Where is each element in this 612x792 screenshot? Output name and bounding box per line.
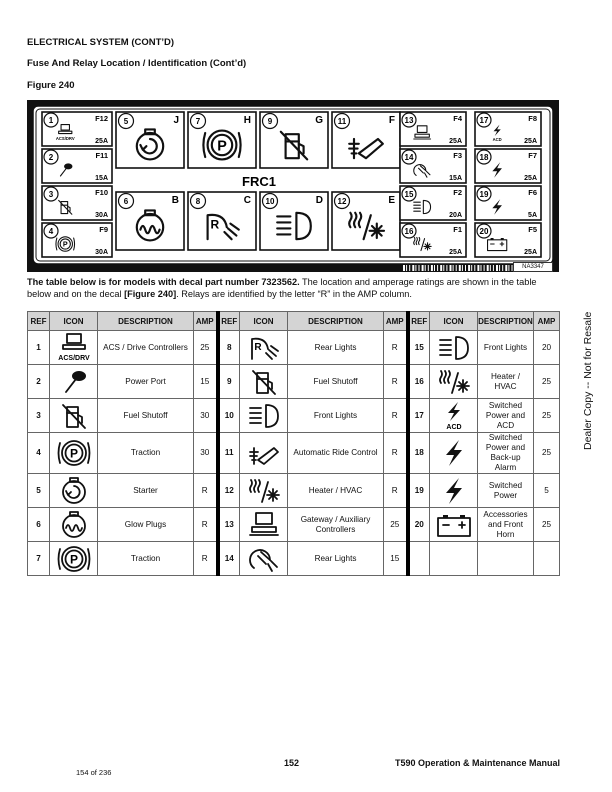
- cell-amp: R: [194, 508, 218, 542]
- cell-amp: 25: [194, 331, 218, 365]
- decal-slot-20: [475, 223, 541, 257]
- svg-text:R: R: [253, 341, 262, 353]
- svg-text:F2: F2: [453, 188, 462, 197]
- svg-text:30A: 30A: [95, 249, 108, 256]
- lightning-icon: [430, 433, 478, 474]
- svg-text:F6: F6: [528, 188, 537, 197]
- cell-ref: 8: [218, 331, 240, 365]
- cell-amp: 5: [534, 474, 560, 508]
- svg-text:P: P: [62, 239, 68, 249]
- cell-ref: 14: [218, 542, 240, 576]
- svg-text:F4: F4: [453, 114, 462, 123]
- cell-ref: 20: [408, 508, 430, 542]
- column-header-description: DESCRIPTION: [478, 312, 534, 331]
- cell-ref: 5: [28, 474, 50, 508]
- svg-text:R: R: [210, 217, 220, 232]
- decal-slot-18: [475, 149, 541, 183]
- decal-slot-4: [42, 223, 112, 257]
- decal-slot-8: [188, 192, 256, 250]
- svg-text:F12: F12: [95, 114, 108, 123]
- column-header-amp: AMP: [194, 312, 218, 331]
- cell-amp: 25: [534, 399, 560, 433]
- table-row: [28, 399, 560, 433]
- cell-amp: 25: [534, 433, 560, 474]
- svg-text:25A: 25A: [524, 249, 537, 256]
- cell-amp: 20: [534, 331, 560, 365]
- svg-text:19: 19: [479, 190, 489, 199]
- lightning-icon: [430, 474, 478, 508]
- cell-desc: Power Port: [98, 365, 194, 399]
- column-header-icon: ICON: [430, 312, 478, 331]
- page-number: 152: [284, 758, 300, 768]
- table-header-row: [28, 312, 560, 331]
- decal-slot-10: [260, 192, 328, 250]
- cell-ref: 10: [218, 399, 240, 433]
- figure-label: Figure 240: [27, 80, 75, 91]
- cell-desc: Front Lights: [478, 331, 534, 365]
- subsection-title: Fuse And Relay Location / Identification (Cont’d): [27, 58, 247, 69]
- svg-text:14: 14: [404, 153, 414, 162]
- cell-desc: Traction: [98, 433, 194, 474]
- cell-ref: 13: [218, 508, 240, 542]
- svg-text:20: 20: [479, 227, 489, 236]
- column-header-icon: ICON: [240, 312, 288, 331]
- cell-amp: 15: [384, 542, 408, 576]
- empty-cell: [534, 542, 560, 576]
- decal-slot-1: [42, 112, 112, 146]
- starter-icon: [50, 474, 98, 508]
- svg-text:F7: F7: [528, 151, 537, 160]
- decal-slot-19: [475, 186, 541, 220]
- svg-text:4: 4: [48, 227, 54, 236]
- empty-cell: [430, 542, 478, 576]
- empty-cell: [408, 542, 430, 576]
- decal-slot-13: [400, 112, 466, 146]
- cell-ref: 2: [28, 365, 50, 399]
- svg-text:F5: F5: [528, 225, 537, 234]
- cell-desc: Front Lights: [288, 399, 384, 433]
- svg-text:1: 1: [48, 116, 54, 125]
- cell-ref: 17: [408, 399, 430, 433]
- cell-ref: 16: [408, 365, 430, 399]
- decal-slot-16: [400, 223, 466, 257]
- cell-amp: 15: [194, 365, 218, 399]
- cell-amp: R: [384, 365, 408, 399]
- svg-text:6: 6: [123, 197, 129, 206]
- cell-ref: 11: [218, 433, 240, 474]
- table-row: [28, 542, 560, 576]
- svg-text:ACD: ACD: [492, 136, 502, 142]
- svg-text:P: P: [217, 138, 227, 155]
- cell-desc: ACS / Drive Controllers: [98, 331, 194, 365]
- cell-amp: 25: [534, 365, 560, 399]
- column-header-description: DESCRIPTION: [288, 312, 384, 331]
- svg-text:P: P: [69, 446, 78, 461]
- cell-ref: 3: [28, 399, 50, 433]
- decal-slot-7: [188, 112, 256, 168]
- svg-text:25A: 25A: [95, 138, 108, 145]
- column-header-ref: REF: [408, 312, 430, 331]
- heater-hvac-icon: [430, 365, 478, 399]
- cell-desc: Traction: [98, 542, 194, 576]
- svg-text:9: 9: [267, 117, 273, 126]
- cell-ref: 1: [28, 331, 50, 365]
- cell-amp: R: [194, 474, 218, 508]
- svg-text:2: 2: [48, 153, 54, 162]
- intro-paragraph: The table below is for models with decal part number 7323562. The location and amperage ratings are shown in the table below and on the decal [Figure 240]. Relays are identified by the letter “R” in the AMP column.: [27, 277, 537, 299]
- manual-title: T590 Operation & Maintenance Manual: [395, 758, 561, 768]
- section-title: ELECTRICAL SYSTEM (CONT’D): [27, 37, 175, 48]
- computer-icon: [240, 508, 288, 542]
- svg-text:F8: F8: [528, 114, 537, 123]
- svg-text:F11: F11: [95, 151, 108, 160]
- cell-desc: Accessories and Front Horn: [478, 508, 534, 542]
- svg-text:15A: 15A: [449, 175, 462, 182]
- svg-text:J: J: [173, 115, 179, 126]
- svg-text:B: B: [171, 195, 179, 206]
- cell-ref: 15: [408, 331, 430, 365]
- svg-text:20A: 20A: [449, 212, 462, 219]
- svg-text:10: 10: [265, 197, 275, 206]
- table-row: [28, 508, 560, 542]
- svg-text:3: 3: [48, 190, 54, 199]
- cell-desc: Gateway / Auxiliary Controllers: [288, 508, 384, 542]
- decal-slot-5: [116, 112, 184, 168]
- decal-slot-9: [260, 112, 328, 168]
- svg-text:C: C: [243, 195, 251, 206]
- cell-desc: Glow Plugs: [98, 508, 194, 542]
- lightning-acd-icon: [430, 399, 478, 433]
- svg-text:ACS/DRV: ACS/DRV: [57, 354, 90, 362]
- page-of: 154 of 236: [76, 768, 112, 777]
- cell-ref: 4: [28, 433, 50, 474]
- svg-text:5A: 5A: [528, 212, 537, 219]
- svg-text:F1: F1: [453, 225, 462, 234]
- table-row: [28, 474, 560, 508]
- svg-text:ACS/DRV: ACS/DRV: [55, 136, 75, 142]
- cell-desc: Switched Power and ACD: [478, 399, 534, 433]
- cell-amp: 30: [194, 399, 218, 433]
- decal-slot-15: [400, 186, 466, 220]
- cell-desc: Rear Lights: [288, 542, 384, 576]
- cell-ref: 7: [28, 542, 50, 576]
- cell-desc: Rear Lights: [288, 331, 384, 365]
- decal-slot-6: [116, 192, 184, 250]
- svg-text:F: F: [388, 115, 395, 126]
- cell-amp: R: [384, 474, 408, 508]
- svg-text:H: H: [243, 115, 251, 126]
- cell-desc: Heater / HVAC: [288, 474, 384, 508]
- cell-desc: Heater / HVAC: [478, 365, 534, 399]
- cell-amp: R: [384, 433, 408, 474]
- cell-ref: 19: [408, 474, 430, 508]
- cell-desc: Fuel Shutoff: [98, 399, 194, 433]
- svg-text:25A: 25A: [524, 138, 537, 145]
- column-header-icon: ICON: [50, 312, 98, 331]
- fuel-shutoff-icon: [50, 399, 98, 433]
- cell-amp: R: [384, 331, 408, 365]
- ride-control-icon: [240, 433, 288, 474]
- cell-amp: 25: [384, 508, 408, 542]
- fuse-relay-table: [27, 311, 560, 576]
- svg-text:F3: F3: [453, 151, 462, 160]
- table-row: [28, 365, 560, 399]
- svg-text:F10: F10: [95, 188, 108, 197]
- table-row: [28, 433, 560, 474]
- svg-text:17: 17: [479, 116, 489, 125]
- cell-desc: Automatic Ride Control: [288, 433, 384, 474]
- decal-slot-3: [42, 186, 112, 220]
- table-row: [28, 331, 560, 365]
- svg-text:25A: 25A: [449, 249, 462, 256]
- column-header-ref: REF: [28, 312, 50, 331]
- cell-amp: 25: [534, 508, 560, 542]
- svg-text:25A: 25A: [449, 138, 462, 145]
- column-header-amp: AMP: [534, 312, 560, 331]
- traction-icon: [50, 433, 98, 474]
- svg-text:11: 11: [337, 117, 347, 126]
- cell-desc: Switched Power and Back-up Alarm: [478, 433, 534, 474]
- column-header-amp: AMP: [384, 312, 408, 331]
- cell-ref: 6: [28, 508, 50, 542]
- svg-text:18: 18: [479, 153, 489, 162]
- decal-slot-14: [400, 149, 466, 183]
- svg-text:D: D: [315, 195, 323, 206]
- traction-icon: [50, 542, 98, 576]
- relay-rear-lights-icon: [240, 331, 288, 365]
- svg-text:25A: 25A: [524, 175, 537, 182]
- svg-text:13: 13: [404, 116, 414, 125]
- cell-amp: R: [384, 399, 408, 433]
- power-port-icon: [50, 365, 98, 399]
- figure-code: NA3347: [513, 262, 553, 272]
- decal-center-label: FRC1: [242, 174, 276, 189]
- rear-light-icon: [240, 542, 288, 576]
- battery-icon: [430, 508, 478, 542]
- svg-text:P: P: [69, 552, 78, 566]
- column-header-ref: REF: [218, 312, 240, 331]
- svg-text:G: G: [315, 115, 323, 126]
- cell-desc: Switched Power: [478, 474, 534, 508]
- decal-slot-12: [332, 192, 400, 250]
- fuel-shutoff-icon: [240, 365, 288, 399]
- svg-text:30A: 30A: [95, 212, 108, 219]
- glow-plugs-icon: [50, 508, 98, 542]
- svg-text:7: 7: [195, 117, 201, 126]
- fuse-relay-decal: [27, 100, 559, 272]
- svg-text:16: 16: [404, 227, 414, 236]
- computer-acs-drv-icon: [50, 331, 98, 365]
- svg-text:E: E: [388, 195, 395, 206]
- decal-slot-2: [42, 149, 112, 183]
- cell-desc: Fuel Shutoff: [288, 365, 384, 399]
- svg-text:12: 12: [337, 197, 347, 206]
- decal-slot-17: [475, 112, 541, 146]
- svg-text:F9: F9: [99, 225, 108, 234]
- svg-text:5: 5: [123, 117, 129, 126]
- front-light-icon: [240, 399, 288, 433]
- cell-amp: R: [194, 542, 218, 576]
- svg-text:15A: 15A: [95, 175, 108, 182]
- front-light-icon: [430, 331, 478, 365]
- cell-desc: Starter: [98, 474, 194, 508]
- decal-slot-11: [332, 112, 400, 168]
- empty-cell: [478, 542, 534, 576]
- heater-hvac-icon: [240, 474, 288, 508]
- svg-text:15: 15: [404, 190, 414, 199]
- svg-text:ACD: ACD: [445, 423, 462, 431]
- cell-ref: 18: [408, 433, 430, 474]
- cell-ref: 9: [218, 365, 240, 399]
- cell-ref: 12: [218, 474, 240, 508]
- column-header-description: DESCRIPTION: [98, 312, 194, 331]
- svg-text:8: 8: [195, 197, 201, 206]
- cell-amp: 30: [194, 433, 218, 474]
